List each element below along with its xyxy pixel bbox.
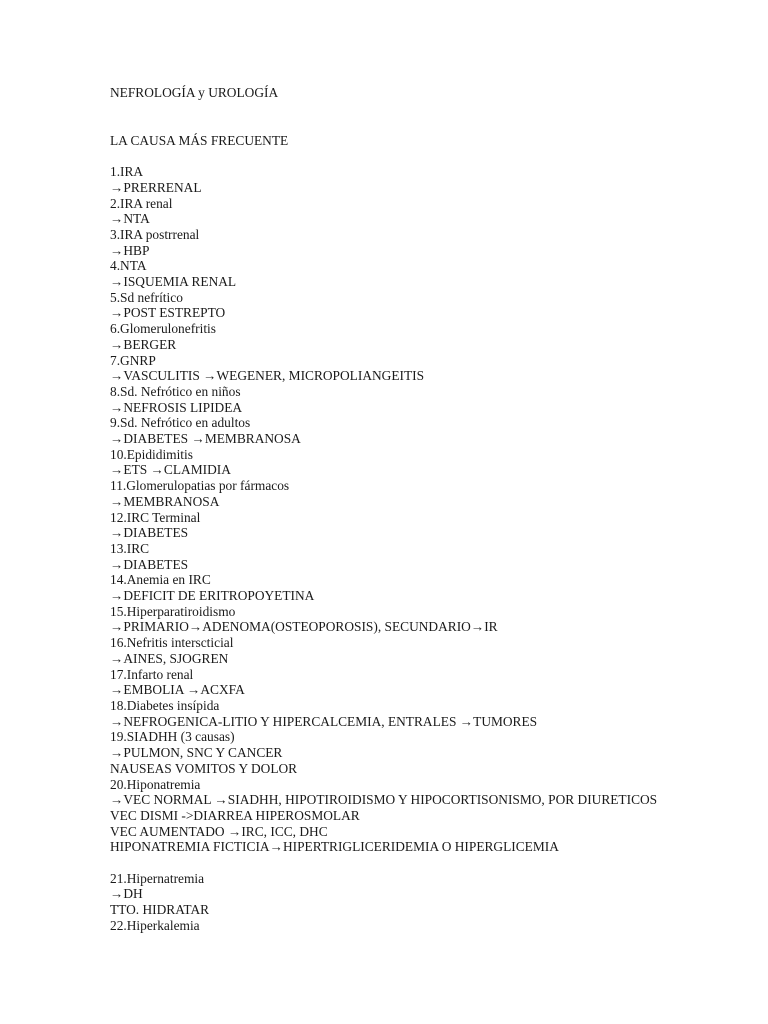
document-line: 3.IRA postrrenal: [110, 226, 200, 242]
document-line: 18.Diabetes insípida: [110, 698, 220, 713]
document-line: →BERGER: [110, 336, 177, 352]
document-line: TTO. HIDRATAR: [110, 902, 210, 918]
document-line: 14.Anemia en IRC: [110, 572, 211, 588]
document-line: →DH: [110, 886, 143, 902]
document-line: 8.Sd. Nefrótico en niños: [110, 383, 241, 399]
entries-list: [110, 164, 730, 933]
document-line: 9.Sd. Nefrótico en adultos: [110, 415, 251, 431]
document-line: 10.Epididimitis: [110, 446, 193, 462]
document-line: →HBP: [110, 242, 150, 258]
blank-line: [110, 855, 730, 871]
document-line: →DIABETES: [110, 525, 189, 541]
document-line: 21.Hipernatremia: [110, 870, 205, 886]
document-subtitle: LA CAUSA MÁS FRECUENTE: [110, 132, 289, 148]
document-line: →DEFICIT DE ERITROPOYETINA: [110, 588, 315, 604]
document-line: 20.Hiponatremia: [110, 776, 201, 792]
document-line: →ISQUEMIA RENAL: [110, 274, 237, 290]
document-line: NAUSEAS VOMITOS Y DOLOR: [110, 760, 298, 776]
document-line: 7.GNRP: [110, 352, 156, 368]
document-line: →PULMON, SNC Y CANCER: [110, 745, 283, 761]
document-line: 16.Nefritis interscticial: [110, 635, 234, 651]
document-line: HIPONATREMIA FICTICIA→HIPERTRIGLICERIDEMIA O HIPERGLICEMIA: [110, 839, 559, 855]
document-line: →MEMBRANOSA: [110, 493, 220, 509]
document-line: 4.NTA: [110, 258, 147, 274]
document-title: NEFROLOGÍA y UROLOGÍA: [110, 85, 279, 100]
document-line: →NEFROSIS LIPIDEA: [110, 399, 243, 415]
document-line: →AINES, SJOGREN: [110, 650, 229, 666]
document-line: →EMBOLIA →ACXFA: [110, 682, 245, 698]
document-line: VEC AUMENTADO →IRC, ICC, DHC: [110, 823, 328, 839]
document-line: →PRIMARIO→ADENOMA(OSTEOPOROSIS), SECUNDARIO→IR: [110, 619, 498, 635]
document-line: 15.Hiperparatiroidismo: [110, 603, 236, 619]
document-line: →VASCULITIS →WEGENER, MICROPOLIANGEITIS: [110, 368, 425, 384]
document-line: →VEC NORMAL →SIADHH, HIPOTIROIDISMO Y HIPOCORTISONISMO, POR DIURETICOS: [110, 792, 658, 808]
document-line: →ETS →CLAMIDIA: [110, 462, 231, 478]
document-line: 2.IRA renal: [110, 195, 173, 211]
document-line: 17.Infarto renal: [110, 666, 194, 682]
document-line: →NTA: [110, 211, 150, 227]
document-line: →PRERRENAL: [110, 179, 202, 195]
document-line: 19.SIADHH (3 causas): [110, 729, 235, 745]
document-line: →DIABETES →MEMBRANOSA: [110, 431, 301, 447]
document-line: VEC DISMI ->DIARREA HIPEROSMOLAR: [110, 807, 360, 823]
document-line: 12.IRC Terminal: [110, 509, 201, 525]
document-line: 5.Sd nefrítico: [110, 289, 183, 305]
document-line: →NEFROGENICA-LITIO Y HIPERCALCEMIA, ENTRALES →TUMORES: [110, 713, 538, 729]
document-page: [110, 85, 730, 934]
document-line: →POST ESTREPTO: [110, 305, 226, 321]
document-line: 11.Glomerulopatias por fármacos: [110, 478, 290, 494]
document-line: →DIABETES: [110, 556, 189, 572]
document-line: 6.Glomerulonefritis: [110, 321, 216, 337]
document-line: 13.IRC: [110, 540, 150, 556]
document-line: 1.IRA: [110, 164, 144, 180]
document-line: 22.Hiperkalemia: [110, 917, 200, 933]
